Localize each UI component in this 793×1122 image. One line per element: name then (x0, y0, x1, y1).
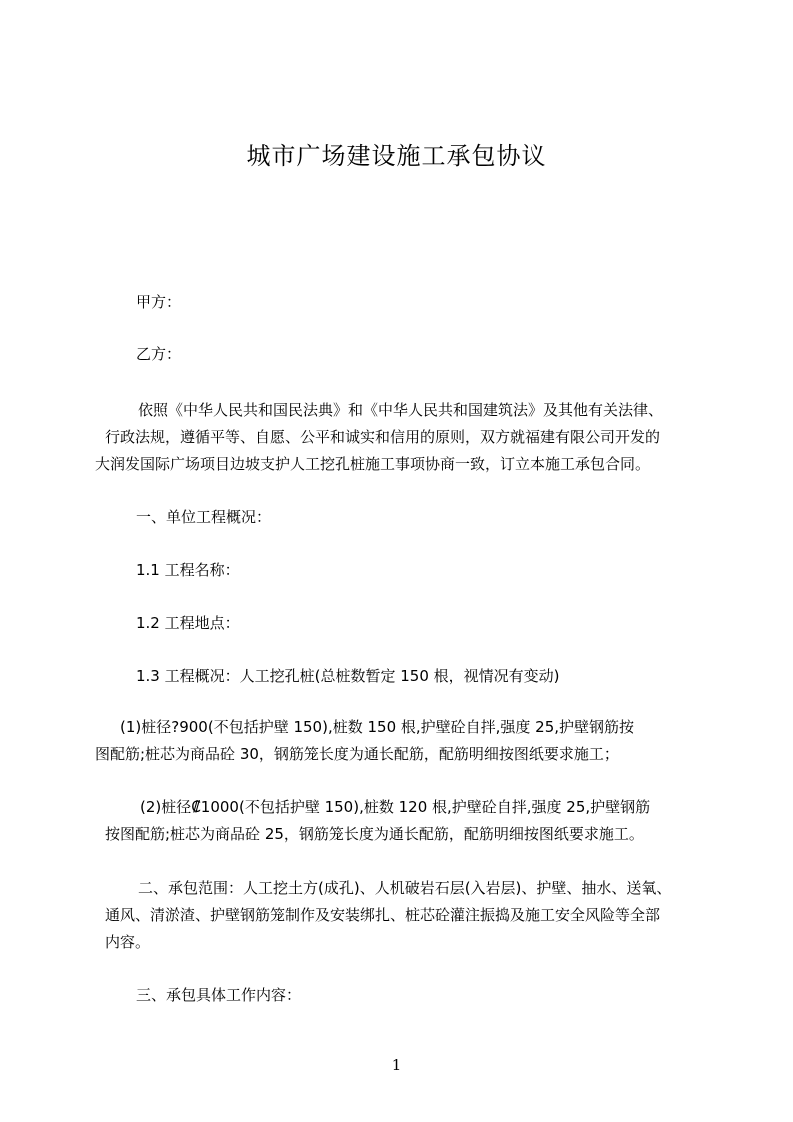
party-b-label: 乙方： (136, 345, 182, 363)
pile-spec-2-line-2: 按图配筋;桩芯为商品砼 25，钢筋笼长度为通长配筋，配筋明细按图纸要求施工。 (105, 825, 644, 843)
section1-heading: 一、单位工程概况： (136, 508, 272, 526)
intro-line-3: 大润发国际广场项目边坡支护人工挖孔桩施工事项协商一致，订立本施工承包合同。 (95, 455, 651, 473)
intro-line-2: 行政法规，遵循平等、自愿、公平和诚实和信用的原则，双方就福建有限公司开发的 (105, 428, 661, 446)
item-1-3: 1.3 工程概况：人工挖孔桩(总桩数暂定 150 根，视情况有变动) (136, 667, 560, 685)
section3-heading: 三、承包具体工作内容： (136, 986, 302, 1004)
section2-line-2: 通风、清淤渣、护壁钢筋笼制作及安装绑扎、桩芯砼灌注振捣及施工安全风险等全部 (105, 906, 661, 924)
section2-line-1: 二、承包范围：人工挖土方(成孔)、人机破岩石层(入岩层)、护壁、抽水、送氧、 (138, 879, 672, 897)
page-number: 1 (391, 1056, 402, 1074)
intro-line-1: 依照《中华人民共和国民法典》和《中华人民共和国建筑法》及其他有关法律、 (138, 401, 664, 419)
pile-spec-2-line-1: (2)桩径₡1000(不包括护壁 150),桩数 120 根,护壁砼自拌,强度 25,护壁钢筋 (140, 798, 651, 816)
party-a-label: 甲方： (136, 293, 182, 311)
document-title: 城市广场建设施工承包协议 (246, 142, 547, 170)
pile-spec-1-line-2: 图配筋;桩芯为商品砼 30，钢筋笼长度为通长配筋，配筋明细按图纸要求施工； (95, 745, 619, 763)
pile-spec-1-line-1: (1)桩径?900(不包括护壁 150),桩数 150 根,护壁砼自拌,强度 25,护壁钢筋按 (120, 718, 635, 736)
item-1-1: 1.1 工程名称： (136, 561, 240, 579)
item-1-2: 1.2 工程地点： (136, 614, 240, 632)
section2-line-3: 内容。 (105, 933, 151, 951)
